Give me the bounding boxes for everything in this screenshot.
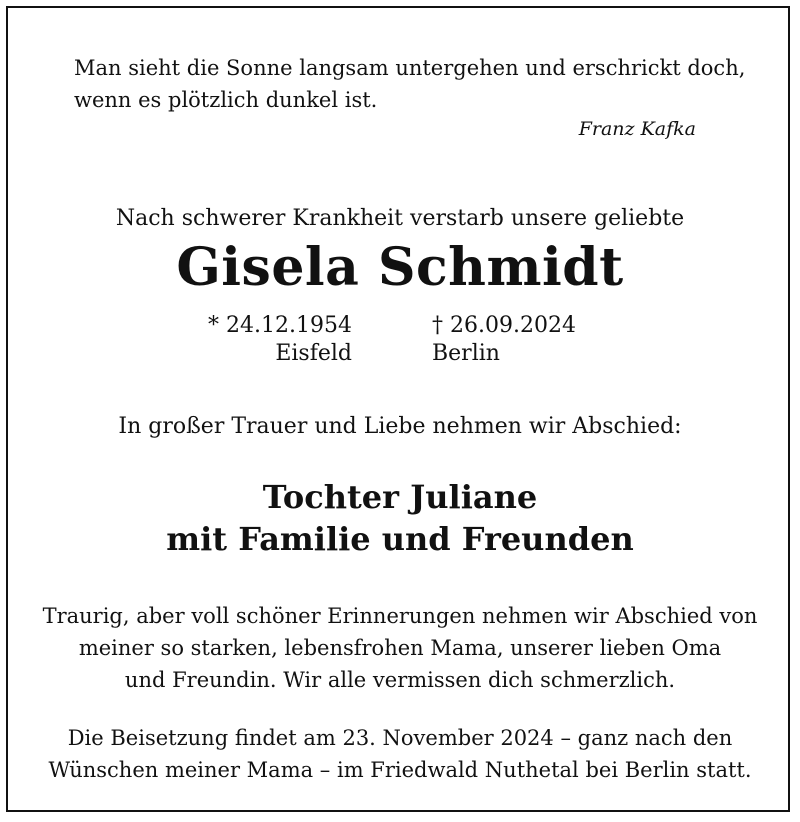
birth-date: * 24.12.1954: [208, 313, 352, 338]
mourners-line-2: mit Familie und Freunden: [166, 520, 634, 558]
burial-line-1: Die Beisetzung findet am 23. November 2024 – ganz nach den: [67, 726, 733, 750]
farewell-line-2: meiner so starken, lebensfrohen Mama, unserer lieben Oma: [78, 636, 722, 660]
mourners-line-1: Tochter Juliane: [262, 478, 538, 516]
burial-notice: [0, 722, 800, 786]
deceased-name: Gisela Schmidt: [176, 237, 624, 298]
quote-line-2: wenn es plötzlich dunkel ist.: [74, 88, 378, 112]
burial-line-2: Wünschen meiner Mama – im Friedwald Nuthetal bei Berlin statt.: [48, 758, 752, 782]
quote-text: [74, 52, 774, 116]
farewell-line-3: und Freundin. Wir alle vermissen dich schmerzlich.: [124, 668, 676, 692]
quote-author: Franz Kafka: [578, 118, 696, 140]
birth-info: [208, 312, 352, 368]
birth-place: Eisfeld: [275, 341, 352, 366]
mourners-intro: In großer Trauer und Liebe nehmen wir Abschied:: [118, 414, 682, 439]
farewell-message: [0, 600, 800, 696]
death-info: [432, 312, 576, 368]
death-place: Berlin: [432, 341, 500, 366]
death-announcement-intro: Nach schwerer Krankheit verstarb unsere geliebte: [115, 206, 685, 231]
mourners-names: [0, 476, 800, 560]
death-date: † 26.09.2024: [432, 313, 576, 338]
farewell-line-1: Traurig, aber voll schöner Erinnerungen nehmen wir Abschied von: [42, 604, 758, 628]
quote-line-1: Man sieht die Sonne langsam untergehen und erschrickt doch,: [74, 56, 746, 80]
